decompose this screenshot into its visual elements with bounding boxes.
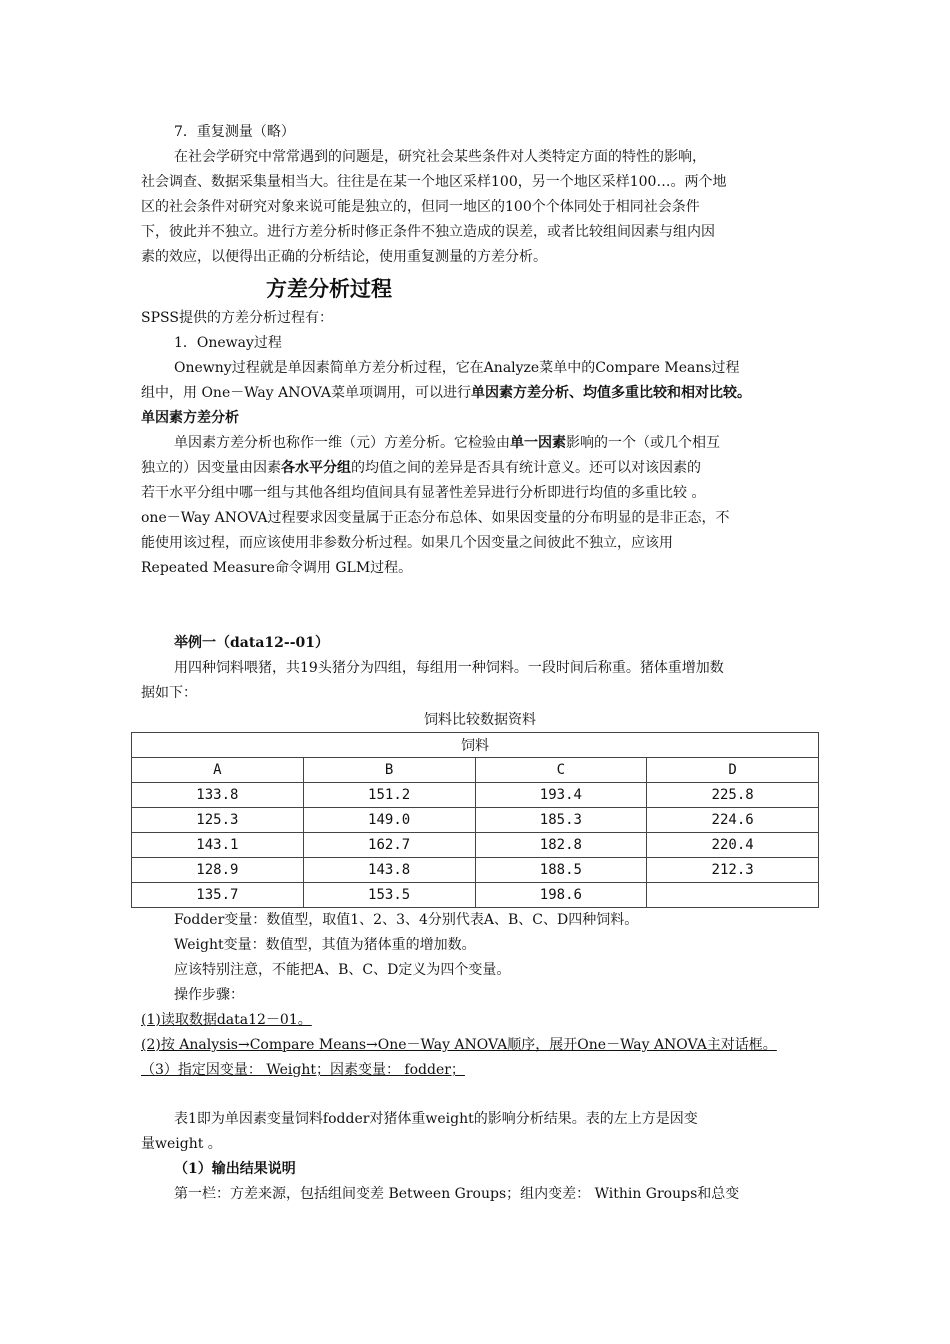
anova-para-line-2 — [141, 456, 819, 481]
anova-para-line-1 — [141, 431, 819, 456]
table-row — [132, 808, 819, 833]
column-header: D — [647, 758, 819, 783]
oneway-item: 1．Oneway过程 — [174, 335, 282, 351]
intro-line-5: 素的效应，以便得出正确的分析结论，使用重复测量的方差分析。 — [141, 249, 547, 265]
anova-para-line-4: one－Way ANOVA过程要求因变量属于正态分布总体、如果因变量的分布明显的是非正态，不 — [141, 510, 730, 526]
step-2 — [141, 1033, 819, 1058]
warning-note: 应该特别注意，不能把A、B、C、D定义为四个变量。 — [174, 962, 511, 978]
example-title-text: 举例一（data12--01） — [174, 635, 329, 651]
anova-para-line-6: Repeated Measure命令调用 GLM过程。 — [141, 560, 413, 576]
table-cell — [647, 883, 819, 908]
example-title — [141, 631, 819, 656]
output-title — [141, 1157, 819, 1182]
table-column-header-row — [132, 758, 819, 783]
data-table — [131, 732, 819, 908]
intro-line-2: 社会调查、数据采集量相当大。往往是在某一个地区采样100，另一个地区采样100…。两个地 — [141, 174, 727, 190]
table-cell: 125.3 — [132, 808, 304, 833]
item-7: 7．重复测量（略） — [174, 124, 295, 140]
step-3 — [141, 1058, 819, 1083]
anova-bold-b: 各水平分组 — [281, 460, 351, 476]
result-line-1: 表1即为单因素变量饲料fodder对猪体重weight的影响分析结果。表的左上方是因变 — [174, 1111, 698, 1127]
output-title-text: （1）输出结果说明 — [174, 1161, 296, 1177]
blank-line — [141, 1083, 819, 1107]
anova-para-line-3: 若干水平分组中哪一组与其他各组均值间具有显著性差异进行分析即进行均值的多重比较 。 — [141, 485, 706, 501]
column-header: B — [303, 758, 475, 783]
table-cell: 212.3 — [647, 858, 819, 883]
table-cell: 149.0 — [303, 808, 475, 833]
steps-label: 操作步骤： — [174, 987, 244, 1003]
anova-text-a: 单因素方差分析也称作一维（元）方差分析。它检验由 — [174, 435, 510, 451]
table-cell: 185.3 — [475, 808, 647, 833]
output-para: 第一栏：方差来源，包括组间变差 Between Groups；组内变差： Within Groups和总变 — [174, 1186, 740, 1202]
anova-bold-a: 单一因素 — [510, 435, 566, 451]
table-row — [132, 783, 819, 808]
table-cell: 220.4 — [647, 833, 819, 858]
anova-tail-b: 的均值之间的差异是否具有统计意义。还可以对该因素的 — [351, 460, 701, 476]
table-cell: 182.8 — [475, 833, 647, 858]
blank-space — [141, 581, 819, 631]
table-cell: 153.5 — [303, 883, 475, 908]
oneway-para-line-2 — [141, 381, 819, 406]
sub-title-text: 单因素方差分析 — [141, 410, 239, 426]
table-cell: 193.4 — [475, 783, 647, 808]
column-header: A — [132, 758, 304, 783]
step-2-text: (2)按 Analysis→Compare Means→One－Way ANOVA顺序，展开One－Way ANOVA主对话框。 — [141, 1037, 777, 1053]
example-desc-line-1: 用四种饲料喂猪，共19头猪分为四组，每组用一种饲料。一段时间后称重。猪体重增加数 — [174, 660, 724, 676]
table-caption: 饲料比较数据资料 — [424, 712, 536, 728]
oneway-para-line-1: Onewny过程就是单因素简单方差分析过程，它在Analyze菜单中的Compare Means过程 — [174, 360, 740, 376]
anova-tail-a: 影响的一个（或几个相互 — [566, 435, 720, 451]
table-cell: 133.8 — [132, 783, 304, 808]
table-row — [132, 858, 819, 883]
section-title: 方差分析过程 — [266, 277, 392, 301]
fodder-note: Fodder变量：数值型，取值1、2、3、4分别代表A、B、C、D四种饲料。 — [174, 912, 639, 928]
column-header: C — [475, 758, 647, 783]
table-cell: 224.6 — [647, 808, 819, 833]
table-cell: 128.9 — [132, 858, 304, 883]
table-cell: 143.1 — [132, 833, 304, 858]
table-cell: 198.6 — [475, 883, 647, 908]
example-desc-line-2: 据如下： — [141, 685, 197, 701]
sub-title — [141, 406, 819, 431]
table-row — [132, 833, 819, 858]
intro-line-3: 区的社会条件对研究对象来说可能是独立的，但同一地区的100个个体同处于相同社会条件 — [141, 199, 700, 215]
table-cell: 135.7 — [132, 883, 304, 908]
result-line-2: 量weight 。 — [141, 1136, 222, 1152]
table-cell: 188.5 — [475, 858, 647, 883]
anova-para-line-5: 能使用该过程，而应该使用非参数分析过程。如果几个因变量之间彼此不独立，应该用 — [141, 535, 673, 551]
intro-line-1: 在社会学研究中常常遇到的问题是，研究社会某些条件对人类特定方面的特性的影响， — [174, 149, 706, 165]
table-group-header-row — [132, 733, 819, 758]
table-cell: 225.8 — [647, 783, 819, 808]
table-cell: 162.7 — [303, 833, 475, 858]
table-row — [132, 883, 819, 908]
table-cell: 151.2 — [303, 783, 475, 808]
table-cell: 143.8 — [303, 858, 475, 883]
document-body — [141, 120, 819, 1207]
weight-note: Weight变量：数值型，其值为猪体重的增加数。 — [174, 937, 476, 953]
intro-line-4: 下，彼此并不独立。进行方差分析时修正条件不独立造成的误差，或者比较组间因素与组内因 — [141, 224, 715, 240]
table-group-header: 饲料 — [132, 733, 819, 758]
oneway-para-text: 组中，用 One－Way ANOVA菜单项调用，可以进行 — [141, 385, 471, 401]
anova-text-b: 独立的）因变量由因素 — [141, 460, 281, 476]
spss-line: SPSS提供的方差分析过程有： — [141, 310, 333, 326]
step-1 — [141, 1008, 819, 1033]
step-1-text: (1)读取数据data12－01。 — [141, 1012, 312, 1028]
step-3-text: （3）指定因变量： Weight；因素变量： fodder； — [141, 1062, 465, 1078]
oneway-para-bold: 单因素方差分析、均值多重比较和相对比较。 — [470, 385, 751, 401]
